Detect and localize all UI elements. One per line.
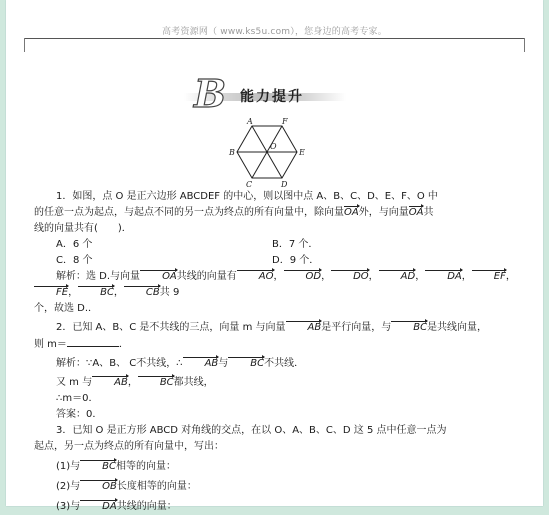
vector-fe: FE [34, 285, 68, 301]
q1-options-row2 [34, 253, 520, 269]
q1-stem-text-b: 的任意一点为起点，与起点不同的另一点为终点的所有向量中，除向量 [34, 207, 344, 218]
q2-stem-line2 [34, 336, 520, 353]
q1-solution-line1: 解析：选 D.与向量 OA共线的向量有 AO， OD， DO， AD， DA， EF，FE， BC， CB共 9 [34, 269, 520, 301]
vector-cb: CB [124, 285, 160, 301]
vector-ao: AO [237, 269, 274, 285]
q2-stem-text-e: ． [118, 339, 129, 350]
q2-stem-line1 [34, 320, 520, 336]
q1-solution-text-c: 共 9 [159, 287, 180, 298]
q3-item-1 [34, 459, 520, 475]
q1-solution-line2: 个，故选 D.． [34, 303, 99, 314]
label-f: F [282, 118, 288, 126]
problem-content [34, 189, 520, 515]
label-e: E [299, 148, 305, 157]
page-header-text: 高考资源网（ www.ks5u.com），您身边的高考专家。 [162, 27, 387, 37]
q3-stem-line1: 3．已知 O 是正方形 ABCD 对角线的交点，在以 O、A、B、C、D 这 5 点中任意一点为 [56, 425, 447, 436]
q1-stem-line1: 1．如图，点 O 是正六边形 ABCDEF 的中心，则以图中点 A、B、C、D、E、F、O 中 [56, 191, 438, 202]
label-o: O [270, 142, 277, 151]
q2-stem-text-a: 2．已知 A、B、C 是不共线的三点，向量 m 与向量 [56, 322, 286, 333]
q2-sol2-text-b: ， [127, 377, 138, 388]
vector-od: OD [284, 269, 322, 285]
vector-bc: BC [80, 459, 116, 475]
q2-stem-text-c: 是共线向量， [427, 322, 488, 333]
q1-stem-text-c: 外，与向量 [358, 207, 409, 218]
margin-corner-left [24, 38, 37, 52]
q2-stem-text-d: 则 m＝ [34, 339, 67, 350]
vector-bc: BC [138, 375, 174, 391]
label-d: D [281, 180, 288, 188]
banner-letter: B [194, 71, 227, 116]
q3-stem-line2: 起点，另一点为终点的所有向量中，写出： [34, 441, 224, 452]
q3-item3-post: 共线的向量： [116, 501, 177, 512]
q2-solution-line3: ∴m＝0． [56, 393, 99, 404]
vector-ef: EF [472, 269, 506, 285]
vector-oa: OA [409, 205, 424, 221]
q3-item1-pre: (1)与 [56, 461, 81, 472]
option-d: D．9 个． [272, 255, 320, 266]
margin-corner-right [512, 38, 525, 52]
q1-solution-text-a: 解析：选 D.与向量 [56, 271, 141, 282]
vector-ob: OB [80, 479, 117, 495]
vector-ab: AB [92, 375, 128, 391]
vector-bc: BC [228, 356, 264, 372]
q1-stem-text-d: 共 [423, 207, 434, 218]
q3-item1-post: 相等的向量： [116, 461, 177, 472]
label-a: A [247, 118, 253, 126]
q2-solution-line1 [34, 356, 520, 372]
q3-item-3 [34, 499, 520, 515]
section-banner [184, 72, 346, 116]
option-a: A．6 个 [56, 239, 93, 250]
q2-sol1-text-a: 解析：∵A、B、 C不共线，∴ [56, 358, 183, 369]
banner-title: 能力提升 [240, 89, 304, 105]
q2-stem-text-b: 是平行向量，与 [321, 322, 392, 333]
vector-do: DO [331, 269, 369, 285]
vector-bc: BC [78, 285, 114, 301]
vector-ab: AB [183, 356, 219, 372]
q3-item2-pre: (2)与 [56, 481, 81, 492]
answer-blank [67, 336, 119, 347]
q3-item2-post: 长度相等的向量： [116, 481, 197, 492]
hexagon-figure [228, 118, 306, 188]
label-c: C [246, 180, 253, 188]
q1-stem-line2 [34, 205, 520, 221]
header-rule [24, 38, 525, 39]
option-b: B．7 个． [272, 239, 319, 250]
q2-sol1-text-b: 与 [218, 358, 229, 369]
label-b: B [229, 148, 235, 157]
q3-item3-pre: (3)与 [56, 501, 81, 512]
q2-solution-line2 [34, 375, 520, 391]
document-page [6, 0, 543, 512]
q1-solution-text-b: 共线的向量有 [176, 271, 237, 282]
q2-sol2-text-c: 都共线， [173, 377, 214, 388]
vector-ab: AB [286, 320, 322, 336]
option-c: C．8 个 [56, 255, 93, 266]
q2-answer: 答案：0． [56, 409, 103, 420]
q2-sol2-text-a: 又 m 与 [56, 377, 93, 388]
q1-options-row1 [34, 237, 520, 253]
vector-oa: OA [140, 269, 177, 285]
q2-sol1-text-c: 不共线． [264, 358, 305, 369]
q1-stem-line3: 线的向量共有( )． [34, 223, 132, 234]
vector-da: DA [425, 269, 462, 285]
vector-da: DA [80, 499, 117, 515]
vector-oa: OA [344, 205, 359, 221]
q3-item-2 [34, 479, 520, 495]
vector-ad: AD [379, 269, 416, 285]
vector-bc: BC [391, 320, 427, 336]
